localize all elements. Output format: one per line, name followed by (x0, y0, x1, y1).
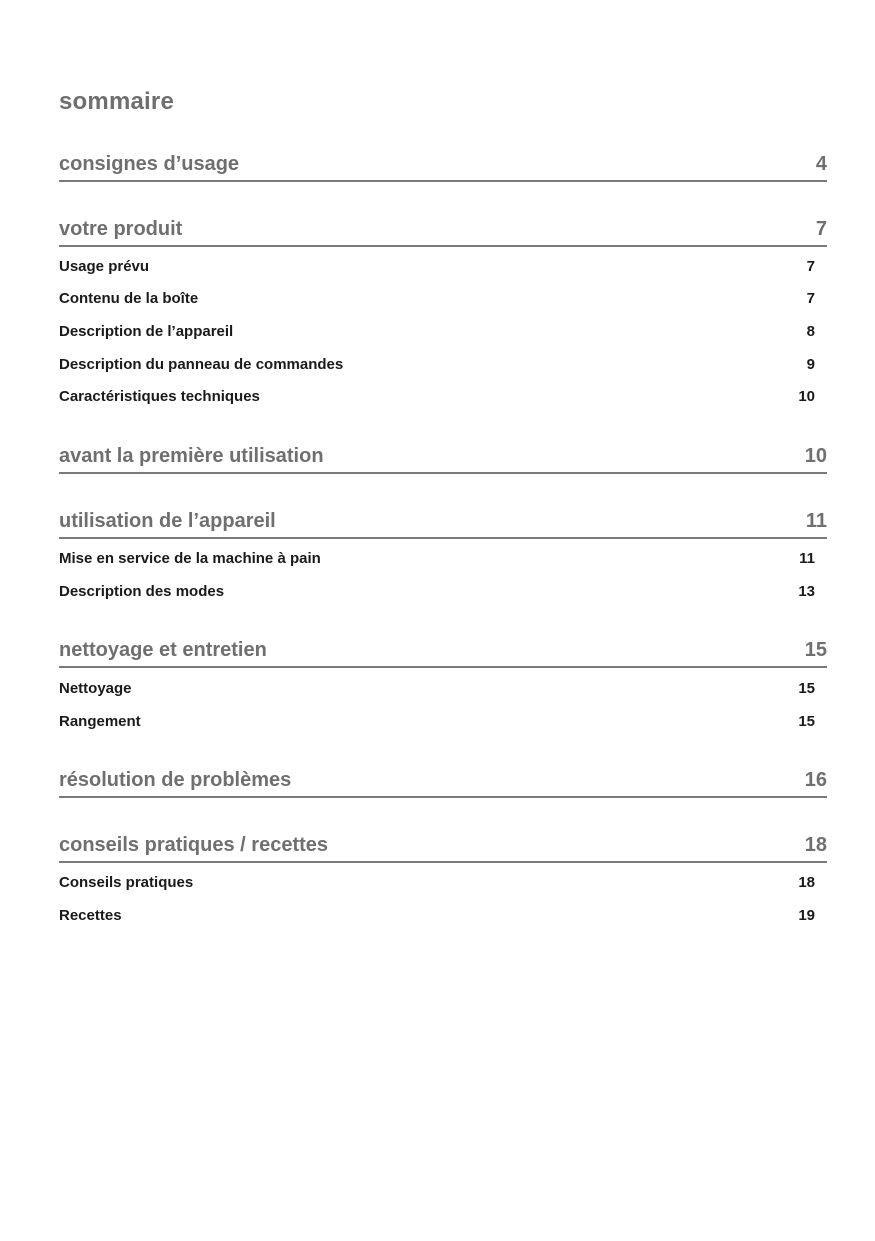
section-title: utilisation de l’appareil (59, 510, 276, 532)
entry-page-number: 7 (806, 290, 815, 307)
entry-page-number: 18 (798, 874, 815, 891)
entry-label: Recettes (59, 907, 122, 924)
entry-label: Description du panneau de commandes (59, 356, 344, 373)
section-page-number: 7 (815, 218, 827, 240)
toc-entry-usage-prevu[interactable] (59, 258, 815, 278)
section-page-number: 10 (804, 445, 827, 467)
section-heading-avant-premiere-utilisation[interactable] (59, 440, 827, 474)
entry-page-number: 9 (806, 356, 815, 373)
entry-label: Caractéristiques techniques (59, 388, 260, 405)
section-title: résolution de problèmes (59, 769, 292, 791)
entry-page-number: 7 (806, 258, 815, 275)
section-title: nettoyage et entretien (59, 639, 267, 661)
toc-entry-description-modes[interactable] (59, 583, 815, 603)
table-of-contents (59, 0, 827, 1241)
section-title: avant la première utilisation (59, 445, 324, 467)
section-heading-consignes[interactable] (59, 148, 827, 182)
section-heading-conseils-recettes[interactable] (59, 829, 827, 863)
entry-page-number: 13 (798, 583, 815, 600)
section-heading-utilisation-appareil[interactable] (59, 505, 827, 539)
entry-page-number: 15 (798, 680, 815, 697)
entry-label: Description des modes (59, 583, 225, 600)
entry-label: Mise en service de la machine à pain (59, 550, 321, 567)
entry-label: Rangement (59, 713, 141, 730)
page-title: sommaire (59, 88, 174, 115)
toc-entry-recettes[interactable] (59, 907, 815, 927)
toc-entry-rangement[interactable] (59, 713, 815, 733)
toc-entry-panneau-commandes[interactable] (59, 356, 815, 376)
section-page-number: 18 (804, 834, 827, 856)
section-title: votre produit (59, 218, 183, 240)
entry-page-number: 15 (798, 713, 815, 730)
toc-entry-conseils-pratiques[interactable] (59, 874, 815, 894)
entry-label: Conseils pratiques (59, 874, 194, 891)
entry-page-number: 10 (798, 388, 815, 405)
toc-entry-mise-en-service[interactable] (59, 550, 815, 570)
entry-label: Usage prévu (59, 258, 150, 275)
section-heading-votre-produit[interactable] (59, 213, 827, 247)
section-page-number: 15 (804, 639, 827, 661)
section-page-number: 16 (804, 769, 827, 791)
section-page-number: 4 (815, 153, 827, 175)
section-title: consignes d’usage (59, 153, 240, 175)
section-heading-resolution-problemes[interactable] (59, 764, 827, 798)
entry-label: Nettoyage (59, 680, 132, 697)
toc-entry-nettoyage[interactable] (59, 680, 815, 700)
section-page-number: 11 (805, 510, 827, 532)
entry-page-number: 19 (798, 907, 815, 924)
section-heading-nettoyage-entretien[interactable] (59, 634, 827, 668)
toc-entry-contenu-boite[interactable] (59, 290, 815, 310)
toc-entry-description-appareil[interactable] (59, 323, 815, 343)
entry-label: Contenu de la boîte (59, 290, 199, 307)
toc-entry-caracteristiques[interactable] (59, 388, 815, 408)
entry-label: Description de l’appareil (59, 323, 234, 340)
entry-page-number: 11 (799, 550, 815, 567)
section-title: conseils pratiques / recettes (59, 834, 329, 856)
entry-page-number: 8 (806, 323, 815, 340)
